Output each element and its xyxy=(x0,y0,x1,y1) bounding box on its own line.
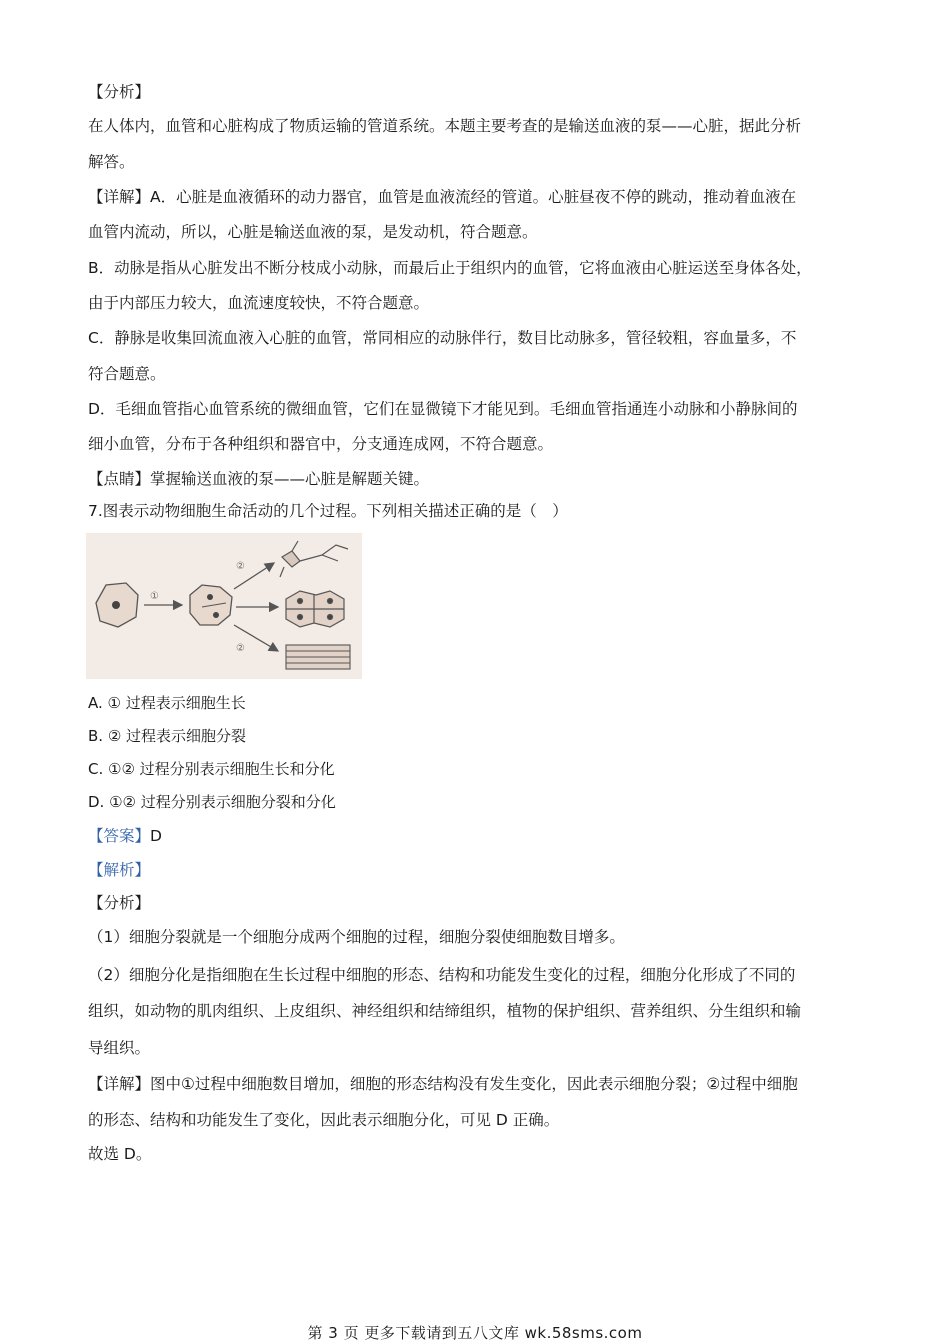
text-line: 【分析】 xyxy=(88,894,151,912)
text-line: 【详解】图中①过程中细胞数目增加，细胞的形态结构没有发生变化，因此表示细胞分裂；②过程中细胞 xyxy=(88,1075,798,1093)
option-b: B. ② 过程表示细胞分裂 xyxy=(88,727,247,745)
text-line: 血管内流动，所以，心脏是输送血液的泵，是发动机，符合题意。 xyxy=(88,223,538,241)
answer-line xyxy=(88,826,162,846)
text-line: 的形态、结构和功能发生了变化，因此表示细胞分化，可见 D 正确。 xyxy=(88,1111,560,1129)
text-line: 在人体内，血管和心脏构成了物质运输的管道系统。本题主要考查的是输送血液的泵——心脏，据此分析 xyxy=(88,117,802,135)
footer-text: 第 3 页 更多下载请到五八文库 wk.58sms.com xyxy=(307,1324,643,1342)
answer-value: D xyxy=(150,827,162,845)
text-line: D．毛细血管指心血管系统的微细血管，它们在显微镜下才能见到。毛细血管指通连小动脉和小静脉间的 xyxy=(88,400,798,418)
cell-diagram xyxy=(86,533,362,679)
nerve-tissue xyxy=(280,541,348,577)
text-line: 故选 D。 xyxy=(88,1145,152,1163)
text-line: 由于内部压力较大，血流速度较快，不符合题意。 xyxy=(88,294,430,312)
text-line: 【分析】 xyxy=(88,83,151,101)
text-line: 细小血管，分布于各种组织和器官中，分支通连成网，不符合题意。 xyxy=(88,435,554,453)
cell-process-figure xyxy=(86,533,362,679)
epithelial-tissue xyxy=(286,591,344,627)
label-1: ① xyxy=(150,591,159,602)
text-line: 导组织。 xyxy=(88,1039,151,1057)
answer-label: 【答案】 xyxy=(88,827,151,845)
option-d: D. ①② 过程分别表示细胞分裂和分化 xyxy=(88,793,336,811)
label-2-bottom: ② xyxy=(236,643,245,654)
text-line: C．静脉是收集回流血液入心脏的血管，常同相应的动脉伴行，数目比动脉多，管径较粗，容血量多，不 xyxy=(88,329,797,347)
option-c: C. ①② 过程分别表示细胞生长和分化 xyxy=(88,760,335,778)
text-line: 【点睛】掌握输送血液的泵——心脏是解题关键。 xyxy=(88,470,430,488)
question-7: 7.图表示动物细胞生命活动的几个过程。下列相关描述正确的是（ ） xyxy=(88,502,568,520)
text-line: 组织，如动物的肌肉组织、上皮组织、神经组织和结缔组织，植物的保护组织、营养组织、分生组织和输 xyxy=(88,1002,802,1020)
text-line: （1）细胞分裂就是一个细胞分成两个细胞的过程，细胞分裂使细胞数目增多。 xyxy=(88,928,625,946)
page-footer xyxy=(0,1322,950,1343)
label-2-top: ② xyxy=(236,561,245,572)
jiexi-label: 【解析】 xyxy=(88,861,151,879)
text-line: 【详解】A．心脏是血液循环的动力器官，血管是血液流经的管道。心脏昼夜不停的跳动，推动着血液在 xyxy=(88,188,797,206)
muscle-tissue xyxy=(286,645,350,669)
text-line: 符合题意。 xyxy=(88,365,166,383)
text-line: 解答。 xyxy=(88,153,135,171)
text-line: （2）细胞分化是指细胞在生长过程中细胞的形态、结构和功能发生变化的过程，细胞分化形成了不同的 xyxy=(88,966,796,984)
text-line: B．动脉是指从心脏发出不断分枝成小动脉，而最后止于组织内的血管，它将血液由心脏运送至身体各处， xyxy=(88,259,812,277)
option-a: A. ① 过程表示细胞生长 xyxy=(88,694,246,712)
